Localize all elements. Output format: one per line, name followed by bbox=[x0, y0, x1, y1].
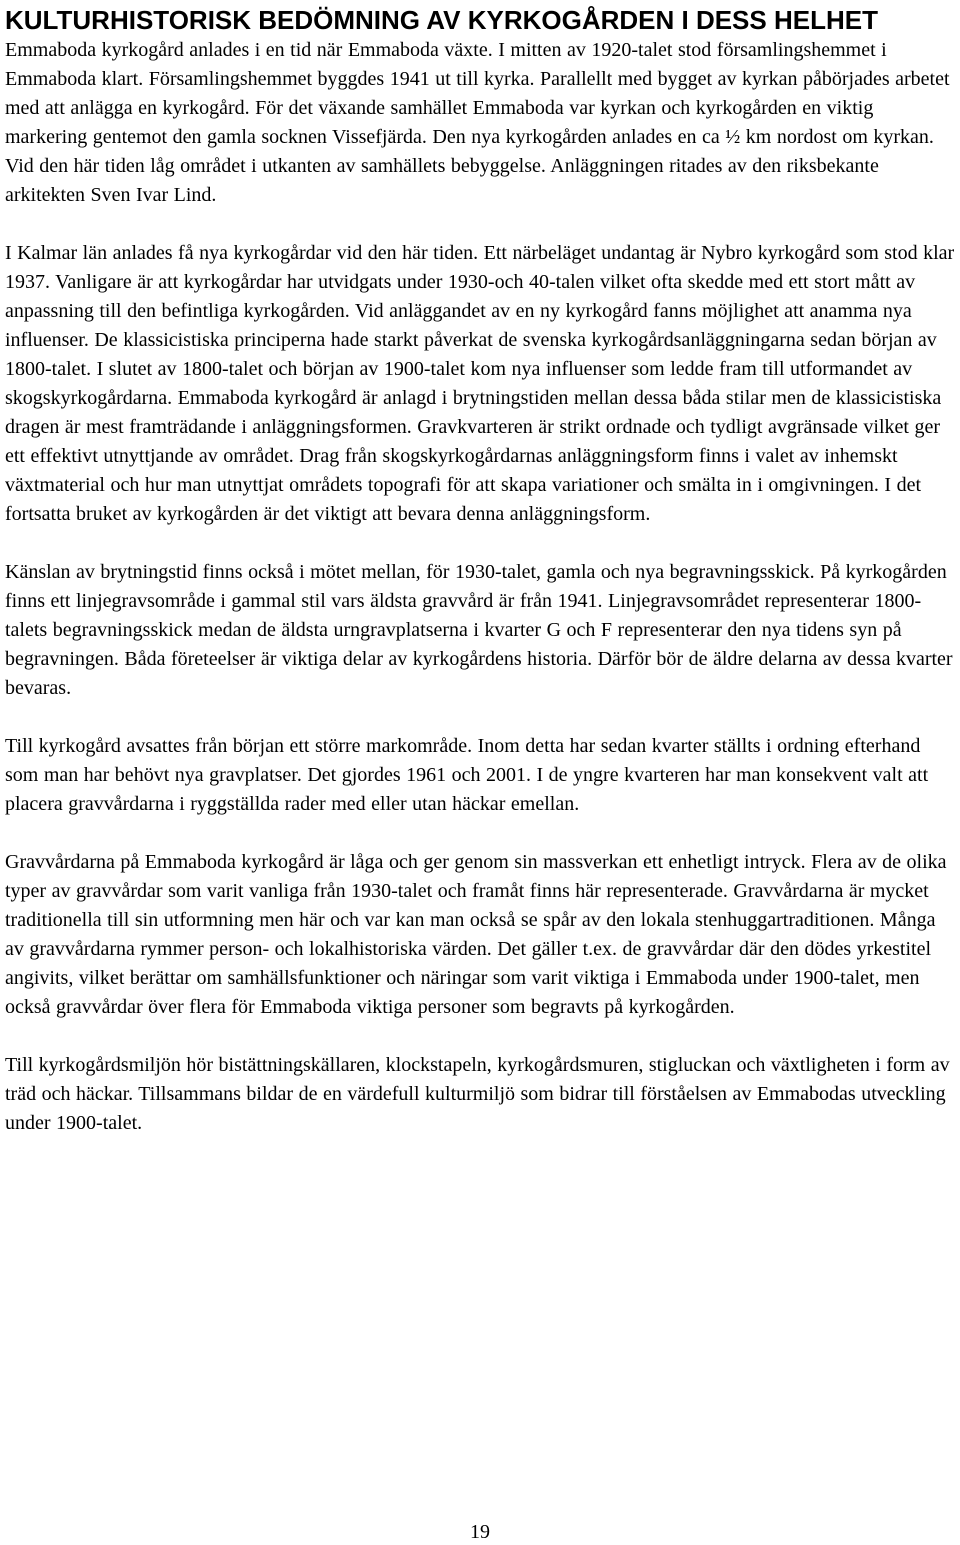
page-number: 19 bbox=[470, 1521, 490, 1543]
paragraph-environment: Till kyrkogårdsmiljön hör bistättningskällaren, klockstapeln, kyrkogårdsmuren, stigluckan och växtligheten i form av träd och häckar. Tillsammans bildar de en värdefull kulturmiljö som bidrar till förståelsen av Emmabodas utveckling under 1900-talet. bbox=[5, 1054, 950, 1134]
page-title: KULTURHISTORISK BEDÖMNING AV KYRKOGÅRDEN I DESS HELHET bbox=[5, 5, 878, 35]
paragraph-regional-context: I Kalmar län anlades få nya kyrkogårdar vid den här tiden. Ett närbeläget undantag är Nybro kyrkogård som stod klar 1937. Vanligare är att kyrkogårdar har utvidgats under 1930-och 40-talen vilket ofta skedde med ett stort mått av anpassning till den befintliga kyrkogården. Vid anläggandet av en ny kyrkogård fanns möjlighet att anamma nya influenser. De klassicistiska principerna hade starkt påverkat de svenska kyrkogårdsanläggningarna sedan början av 1800-talet. I slutet av 1800-talet och början av 1900-talet kom nya influenser som ledde fram till utformandet av skogskyrkogårdarna. Emmaboda kyrkogård är anlagd i brytningstiden mellan dessa båda stilar men de klassicistiska dragen är mest framträdande i anläggningsformen. Gravkvarteren är strikt ordnade och tydligt avgränsade vilket ger ett effektivt utnyttjande av området. Drag från skogskyrkogårdarnas anläggningsform finns i valet av inhemskt växtmaterial och hur man utnyttjat områdets topografi för att skapa variationer och smälta in i omgivningen. I det fortsatta bruket av kyrkogården är det viktigt att bevara denna anläggningsform. bbox=[5, 242, 955, 525]
paragraph-expansion: Till kyrkogård avsattes från början ett större markområde. Inom detta har sedan kvarter ställts i ordning efterhand som man har behövt nya gravplatser. Det gjordes 1961 och 2001. I de yngre kvarteren har man konsekvent valt att placera gravvårdarna i ryggställda rader med eller utan häckar emellan. bbox=[5, 735, 929, 815]
paragraph-gravestones: Gravvårdarna på Emmaboda kyrkogård är låga och ger genom sin massverkan ett enhetligt intryck. Flera av de olika typer av gravvårdar som varit vanliga från 1930-talet och framåt finns här representerade. Gravvårdarna är mycket traditionella till sin utformning men här och var kan man också se spår av den lokala stenhuggartraditionen. Många av gravvårdarna rymmer person- och lokalhistoriska värden. Det gäller t.ex. de gravvårdar där den dödes yrkestitel angivits, vilket berättar om samhällsfunktioner och näringar som varit viktiga i Emmaboda under 1900-talet, men också gravvårdar över flera för Emmaboda viktiga personer som begravts på kyrkogården. bbox=[5, 851, 947, 1018]
document-page bbox=[5, 4, 958, 1138]
paragraph-history: Emmaboda kyrkogård anlades i en tid när Emmaboda växte. I mitten av 1920-talet stod församlingshemmet i Emmaboda klart. Församlingshemmet byggdes 1941 ut till kyrka. Parallellt med bygget av kyrkan påbörjades arbetet med att anlägga en kyrkogård. För det växande samhället Emmaboda var kyrkan och kyrkogården en viktig markering gentemot den gamla socknen Vissefjärda. Den nya kyrkogården anlades en ca ½ km nordost om kyrkan. Vid den här tiden låg området i utkanten av samhällets bebyggelse. Anläggningen ritades av den riksbekante arkitekten Sven Ivar Lind. bbox=[5, 39, 950, 206]
paragraph-burial-customs: Känslan av brytningstid finns också i mötet mellan, för 1930-talet, gamla och nya begravningsskick. På kyrkogården finns ett linjegravsområde i gammal stil vars äldsta gravvård är från 1941. Linjegravsområdet representerar 1800-talets begravningsskick medan de äldsta urngravplatserna i kvarter G och F representerar den nya tidens syn på begravningen. Båda företeelser är viktiga delar av kyrkogårdens historia. Därför bör de äldre delarna av dessa kvarter bevaras. bbox=[5, 561, 953, 699]
